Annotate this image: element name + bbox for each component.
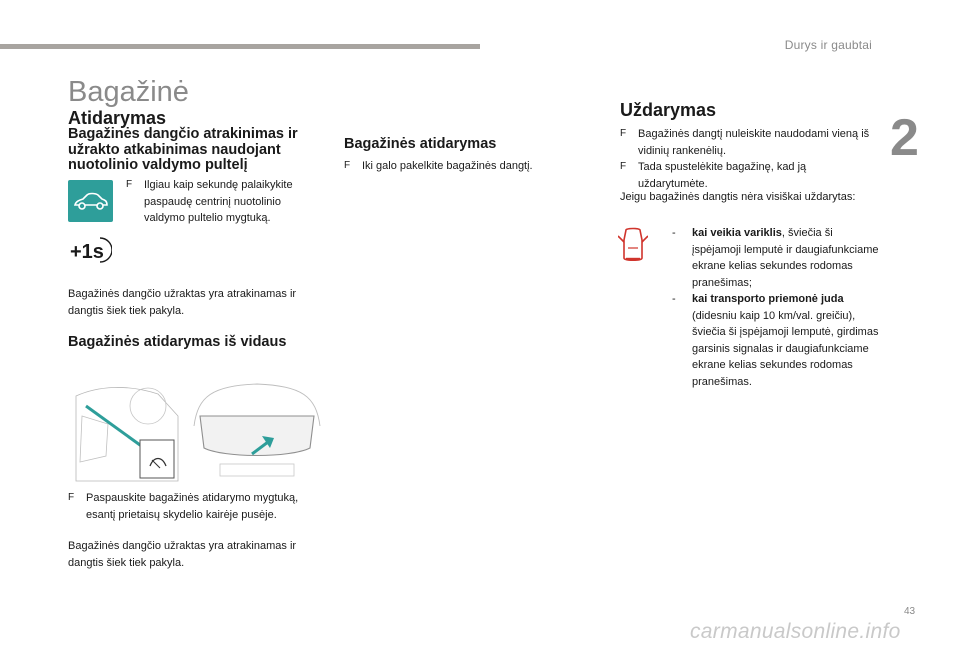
lift-step	[344, 158, 584, 175]
page-title: Bagažinė	[68, 76, 189, 108]
door-open-warning-icon	[618, 226, 648, 264]
dashboard-illustration	[68, 376, 184, 486]
condition-item	[672, 291, 882, 390]
inside-heading: Bagažinės atidarymas iš vidaus	[68, 334, 287, 350]
chapter-title: Durys ir gaubtai	[784, 38, 872, 52]
lift-heading: Bagažinės atidarymas	[344, 136, 497, 152]
condition-text: , šviečia ši įspėjamoji lemputė ir daugiafunkciame ekrane kelias sekundes rodomas pranešimas;	[692, 227, 879, 289]
closing-step-text: Bagažinės dangtį nuleiskite naudodami vieną iš vidinių rankenėlių.	[638, 128, 870, 157]
chapter-number: 2	[890, 109, 919, 167]
one-second-icon	[68, 234, 112, 266]
car-key-icon	[68, 180, 113, 222]
remote-step	[126, 177, 316, 227]
duration-label: +1s	[70, 241, 104, 263]
inside-note: Bagažinės dangčio užraktas yra atrakinamas ir dangtis šiek tiek pakyla.	[68, 540, 297, 569]
remote-step-text: Ilgiau kaip sekundę palaikykite paspaudę centrinį nuotolinio valdymo pultelio mygtuką.	[144, 179, 293, 224]
closing-note: Jeigu bagažinės dangtis nėra visiškai uždarytas:	[620, 191, 856, 203]
dash-marker: -	[672, 293, 676, 305]
remote-note: Bagažinės dangčio užraktas yra atrakinamas ir dangtis šiek tiek pakyla.	[68, 288, 297, 317]
condition-item	[672, 225, 882, 291]
bullet-icon: F	[620, 161, 627, 172]
condition-bold: kai transporto priemonė juda	[692, 293, 844, 305]
condition-bold: kai veikia variklis	[692, 227, 782, 239]
condition-text: (didesniu kaip 10 km/val. greičiu), šviečia ši įspėjamoji lemputė, girdimas garsinis signalas ir daugiafunkciame ekrane kelias sekundes rodomas pranešimas.	[692, 309, 879, 388]
closing-steps	[620, 126, 870, 192]
warning-conditions	[672, 225, 882, 390]
opening-heading: Atidarymas	[68, 108, 167, 128]
closing-step-text: Tada spustelėkite bagažinę, kad ją uždarytumėte.	[638, 161, 807, 190]
watermark: carmanualsonline.info	[690, 620, 901, 643]
closing-step	[620, 159, 870, 192]
remote-heading: Bagažinės dangčio atrakinimas ir užrakto atkabinimas naudojant nuotolinio valdymo pultelį	[68, 126, 298, 174]
inside-step	[68, 490, 330, 523]
bullet-icon: F	[344, 160, 351, 171]
header-rule	[0, 44, 480, 49]
tailgate-illustration	[190, 376, 324, 486]
inside-step-text: Paspauskite bagažinės atidarymo mygtuką, esantį prietaisų skydelio kairėje pusėje.	[86, 492, 299, 521]
dash-marker: -	[672, 227, 676, 239]
lift-step-text: Iki galo pakelkite bagažinės dangtį.	[362, 160, 533, 172]
bullet-icon: F	[620, 128, 627, 139]
bullet-icon: F	[126, 179, 133, 190]
closing-step	[620, 126, 870, 159]
page-number: 43	[904, 606, 916, 617]
closing-heading: Uždarymas	[620, 100, 717, 120]
bullet-icon: F	[68, 492, 75, 503]
